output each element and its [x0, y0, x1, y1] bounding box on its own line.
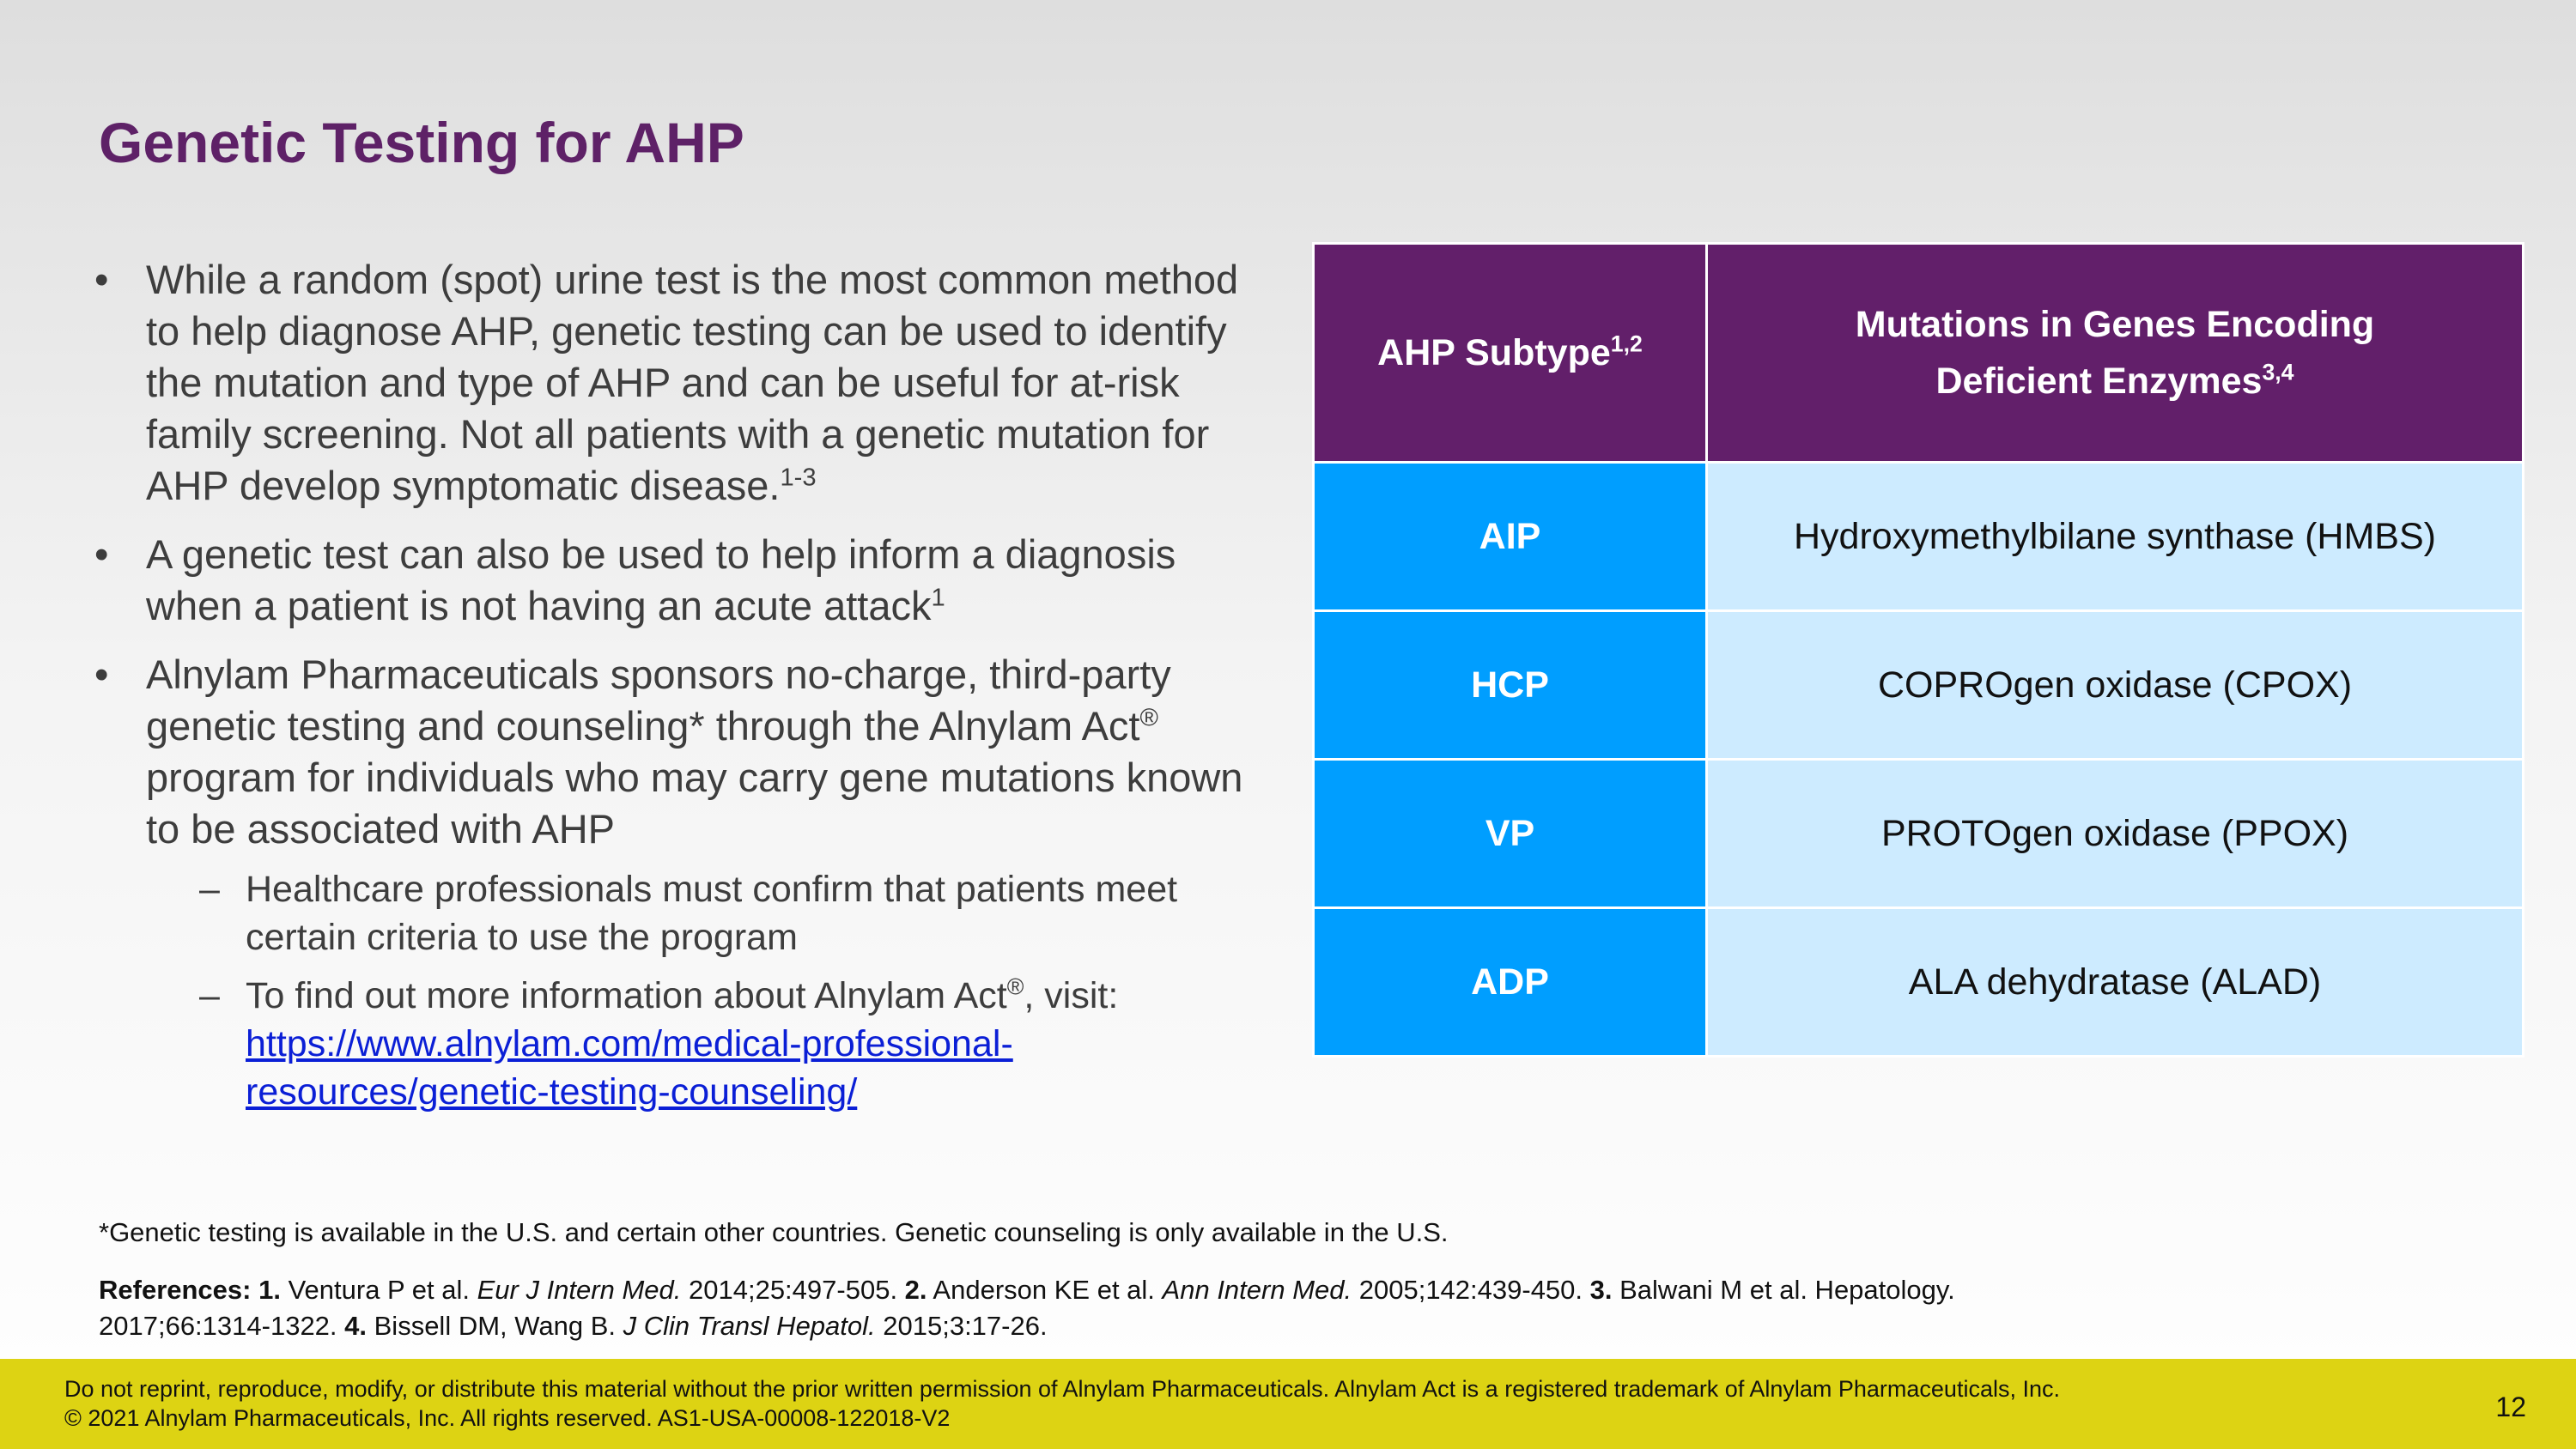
gene-cell: COPROgen oxidase (CPOX): [1707, 611, 2524, 760]
bullet-marker: •: [94, 531, 109, 577]
ref-journal: Ann Intern Med.: [1162, 1275, 1352, 1305]
sub-bullet-text: Healthcare professionals must confirm that patients meet certain criteria to use the program: [246, 869, 1178, 958]
subtype-cell: ADP: [1314, 908, 1707, 1057]
table-row: [1314, 463, 2524, 611]
footer-bar: [0, 1359, 2576, 1449]
page-number: 12: [2495, 1391, 2526, 1422]
bullet-item-genetic-test: [94, 529, 1271, 632]
sub-bullet-more-info: [146, 972, 1271, 1116]
bullet-text: Alnylam Pharmaceuticals sponsors no-charge, third-party genetic testing and counseling* through the Alnylam Act: [146, 652, 1171, 749]
table-row: [1314, 611, 2524, 760]
bullet-text: While a random (spot) urine test is the most common method to help diagnose AHP, genetic testing can be used to identify the mutation and type of AHP and can be useful for at-risk family screening. Not all patients with a genetic mutation for AHP develop symptomatic disease.: [146, 257, 1239, 508]
gene-cell: ALA dehydratase (ALAD): [1707, 908, 2524, 1057]
footer-legal-text: [64, 1374, 2060, 1433]
table-row: [1314, 908, 2524, 1057]
dash-marker: –: [199, 975, 220, 1016]
header-mutations: Mutations in Genes Encoding Deficient Enzymes$^{3,4}$: [1707, 244, 2524, 463]
sub-bullet-criteria: [146, 865, 1271, 961]
table-row: [1314, 760, 2524, 908]
ref-text: 2005;142:439-450.: [1352, 1275, 1590, 1305]
slide-title: Genetic Testing for AHP: [99, 111, 744, 174]
ref-number: 2.: [904, 1275, 927, 1305]
ref-number: 1.: [258, 1275, 281, 1305]
registered-mark: ®: [1139, 704, 1158, 732]
ahp-subtype-table: [1312, 242, 2524, 1058]
footer-copyright: © 2021 Alnylam Pharmaceuticals, Inc. All rights reserved. AS1-USA-00008-122018-V2: [64, 1405, 951, 1431]
bullet-marker: •: [94, 652, 109, 697]
ref-text: 2015;3:17-26.: [875, 1311, 1048, 1341]
ref-text: 2014;25:497-505.: [681, 1275, 905, 1305]
header-ahp-subtype: AHP Subtype$^{1,2}$: [1314, 244, 1707, 463]
bullet-item-urine-test: [94, 254, 1271, 512]
table-header-row: [1314, 244, 2524, 463]
ref-number: 3.: [1589, 1275, 1613, 1305]
sub-bullet-text-cont: , visit:: [1024, 975, 1119, 1016]
references-label: References:: [99, 1275, 252, 1305]
ref-text: Ventura P et al.: [280, 1275, 477, 1305]
citation-superscript: 1: [931, 584, 945, 612]
footer-line: Do not reprint, reproduce, modify, or distribute this material without the prior written permission of Alnylam Pharmaceuticals. Alnylam Act is a registered trademark of Alnylam Pharmaceuticals, Inc.: [64, 1376, 2060, 1402]
ref-text: Anderson KE et al.: [927, 1275, 1163, 1305]
bullet-item-alnylam-act: [94, 649, 1271, 1116]
ref-number: 4.: [344, 1311, 368, 1341]
gene-cell: PROTOgen oxidase (PPOX): [1707, 760, 2524, 908]
gene-cell: Hydroxymethylbilane synthase (HMBS): [1707, 463, 2524, 611]
references: [99, 1272, 2074, 1344]
ref-text: Balwani M et al. Hepatology. 2017;66:1314-1322.: [99, 1275, 1955, 1341]
ref-journal: Eur J Intern Med.: [477, 1275, 682, 1305]
footnote-genetic-testing: *Genetic testing is available in the U.S. and certain other countries. Genetic counseling is only available in the U.S.: [99, 1217, 1449, 1247]
bullet-list: [94, 254, 1271, 1133]
subtype-cell: AIP: [1314, 463, 1707, 611]
ref-text: Bissell DM, Wang B.: [367, 1311, 623, 1341]
dash-marker: –: [199, 869, 220, 910]
bullet-text: A genetic test can also be used to help inform a diagnosis when a patient is not having an acute attack: [146, 531, 1176, 628]
genetic-testing-link[interactable]: https://www.alnylam.com/medical-professional-resources/genetic-testing-counseling/: [246, 1023, 1013, 1113]
ref-journal: J Clin Transl Hepatol.: [623, 1311, 876, 1341]
registered-mark: ®: [1006, 973, 1024, 1000]
bullet-marker: •: [94, 257, 109, 302]
sub-bullet-text: To find out more information about Alnylam Act: [246, 975, 1007, 1016]
subtype-cell: VP: [1314, 760, 1707, 908]
subtype-cell: HCP: [1314, 611, 1707, 760]
citation-superscript: 1-3: [780, 464, 817, 492]
bullet-text-cont: program for individuals who may carry gene mutations known to be associated with AHP: [146, 755, 1243, 852]
